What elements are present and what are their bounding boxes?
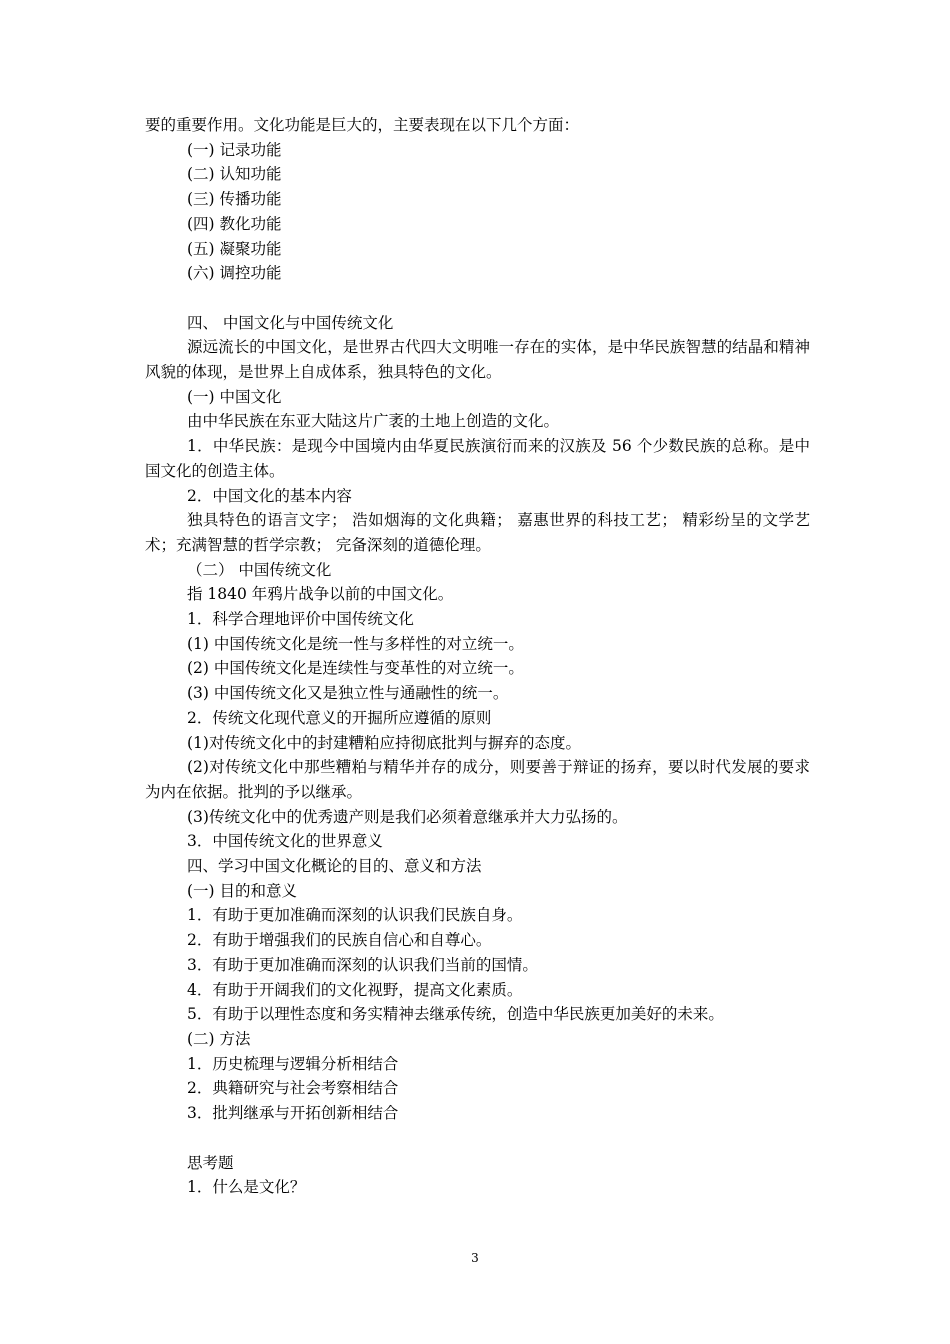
text-line: 3．中国传统文化的世界意义: [187, 832, 383, 851]
text-line: 四、学习中国文化概论的目的、意义和方法: [187, 857, 482, 876]
paragraph: 独具特色的语言文字； 浩如烟海的文化典籍； 嘉惠世界的科技工艺； 精彩纷呈的文学艺术；充满智慧的哲学宗教； 完备深刻的道德伦理。: [145, 511, 810, 554]
text-line: (一) 记录功能: [187, 140, 282, 159]
text-line: 1．科学合理地评价中国传统文化: [187, 610, 414, 629]
text-line: 2．有助于增强我们的民族自信心和自尊心。: [187, 931, 492, 950]
text-line: 5．有助于以理性态度和务实精神去继承传统，创造中华民族更加美好的未来。: [187, 1005, 724, 1024]
text-line: (五) 凝聚功能: [187, 239, 282, 258]
text-line: 3．有助于更加准确而深刻的认识我们当前的国情。: [187, 955, 538, 974]
blank-line: [145, 1126, 810, 1151]
text-line: (3) 中国传统文化又是独立性与通融性的统一。: [187, 684, 509, 703]
text-line: 1．什么是文化？: [187, 1178, 306, 1197]
text-line: 4．有助于开阔我们的文化视野，提高文化素质。: [187, 980, 523, 999]
text-line: (2) 中国传统文化是连续性与变革性的对立统一。: [187, 659, 524, 678]
text-line: (一) 目的和意义: [187, 881, 298, 900]
text-line: 思考题: [187, 1153, 234, 1172]
text-line: (二) 方法: [187, 1030, 251, 1048]
text-line: 2．中国文化的基本内容: [187, 486, 352, 505]
text-line: 指 1840 年鸦片战争以前的中国文化。: [187, 585, 454, 604]
text-line: (1)对传统文化中的封建糟粕应持彻底批判与摒弃的态度。: [187, 733, 581, 752]
text-line: (3)传统文化中的优秀遗产则是我们必须着意继承并大力弘扬的。: [187, 807, 628, 826]
text-line: （二） 中国传统文化: [187, 560, 332, 579]
paragraph: (2)对传统文化中那些糟粕与精华并存的成分，则要善于辩证的扬弃，要以时代发展的要求为内在依据。批判的予以继承。: [145, 758, 810, 801]
text-line: 2．传统文化现代意义的开掘所应遵循的原则: [187, 708, 492, 727]
page-number: 3: [471, 1251, 479, 1265]
paragraph: 1．中华民族：是现今中国境内由华夏民族演衍而来的汉族及 56 个少数民族的总称。是中国文化的创造主体。: [145, 437, 810, 480]
document-body: [145, 113, 810, 1200]
text-line: 1．有助于更加准确而深刻的认识我们民族自身。: [187, 906, 523, 925]
blank-line: [145, 286, 810, 311]
text-line: 3．批判继承与开拓创新相结合: [187, 1104, 399, 1123]
text-line: (1) 中国传统文化是统一性与多样性的对立统一。: [187, 634, 524, 653]
text-line: 由中华民族在东亚大陆这片广袤的土地上创造的文化。: [187, 412, 560, 431]
text-line: 2．典籍研究与社会考察相结合: [187, 1079, 399, 1098]
text-line: 要的重要作用。文化功能是巨大的，主要表现在以下几个方面：: [145, 116, 580, 134]
text-line: (一) 中国文化: [187, 387, 282, 406]
text-line: (二) 认知功能: [187, 165, 282, 184]
text-line: (四) 教化功能: [187, 214, 282, 233]
text-line: 四、 中国文化与中国传统文化: [187, 313, 394, 332]
paragraph: 源远流长的中国文化，是世界古代四大文明唯一存在的实体，是中华民族智慧的结晶和精神风貌的体现，是世界上自成体系，独具特色的文化。: [145, 338, 810, 382]
text-line: 1．历史梳理与逻辑分析相结合: [187, 1054, 399, 1073]
text-line: (三) 传播功能: [187, 190, 282, 209]
text-line: (六) 调控功能: [187, 264, 282, 283]
